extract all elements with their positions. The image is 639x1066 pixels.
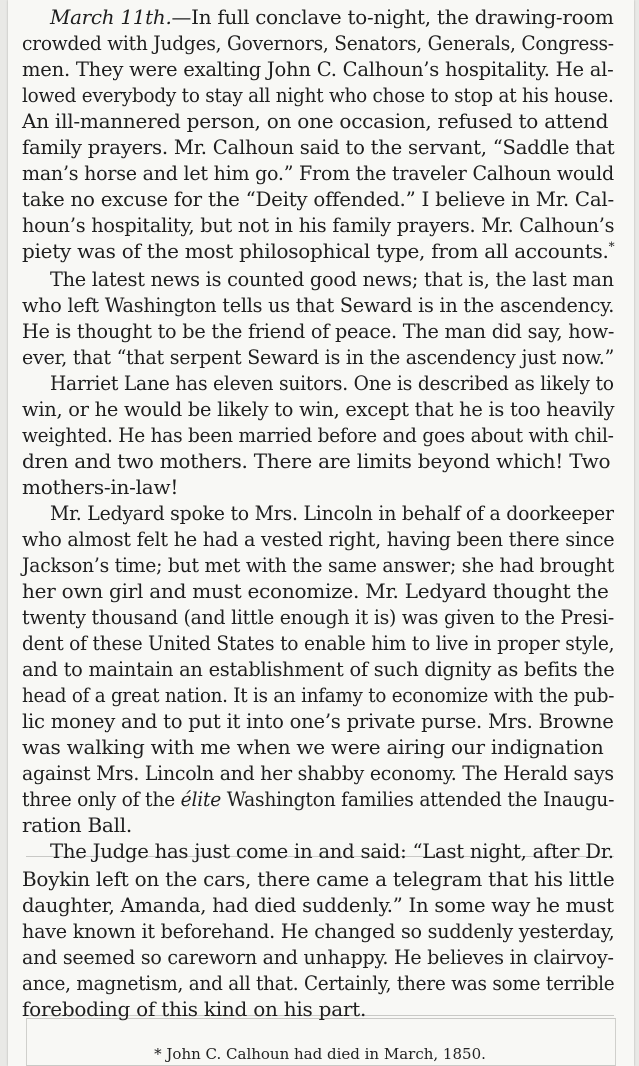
footnote-text: John C. Calhoun had died in March, 1850. [166,1045,486,1063]
entry-date: March 11th. [50,5,172,29]
entry-opening: —In full conclave to-night, the drawing-room [171,5,614,29]
footnote-marker: * [608,239,615,254]
text-line: crowded with Judges, Governors, Senators, Generals, Congress- [22,31,614,55]
text-segment: piety was of the most philosophical type, from all accounts. [22,239,609,263]
text-segment: Washington families attended the Inaugu- [226,787,615,811]
text-line: lowed everybody to stay all night who chose to stop at his house. [22,83,614,107]
text-line: Boykin left on the cars, there came a telegram that his little [22,867,615,891]
text-line: weighted. He has been married before and goes about with chil- [22,423,614,447]
text-line: who almost felt he had a vested right, having been there since [22,527,615,551]
text-line: dent of these United States to enable him to live in proper style, [22,631,615,655]
text-line: her own girl and must economize. Mr. Ledyard thought the [22,579,609,603]
text-line: against Mrs. Lincoln and her shabby economy. The Herald says [22,761,614,785]
text-line [22,238,614,264]
text-line: and seemed so careworn and unhappy. He believes in clairvoy- [22,945,614,969]
text-line: was walking with me when we were airing our indignation [22,735,604,759]
text-line: mothers-in-law! [22,475,179,499]
footnote [22,1044,618,1064]
footnote-marker: * [154,1045,162,1063]
text-line: family prayers. Mr. Calhoun said to the servant, “Saddle that [22,135,615,159]
text-line: take no excuse for the “Deity offended.” I believe in Mr. Cal- [22,187,614,211]
text-line: twenty thousand (and little enough it is) was given to the Presi- [22,605,614,629]
italic-word: élite [180,787,222,811]
text-line: The latest news is counted good news; that is, the last man [50,267,614,291]
text-line: ever, that “that serpent Seward is in the ascendency just now.” [22,345,615,369]
text-line: who left Washington tells us that Seward is in the ascendency. [22,293,615,317]
text-line [22,786,614,812]
text-line: win, or he would be likely to win, except that he is too heavily [22,397,615,421]
text-line: Jackson’s time; but met with the same answer; she had brought [22,553,615,577]
text-line: daughter, Amanda, had died suddenly.” In some way he must [22,893,614,917]
text-line: An ill-mannered person, on one occasion, refused to attend [22,109,609,133]
text-line: man’s horse and let him go.” From the traveler Calhoun would [22,161,614,185]
text-line: ration Ball. [22,813,132,837]
text-line: foreboding of this kind on his part. [22,997,367,1021]
text-line: houn’s hospitality, but not in his family prayers. Mr. Calhoun’s [22,213,615,237]
text-line: and to maintain an establishment of such dignity as befits the [22,657,615,681]
text-segment: three only of the [22,787,175,811]
text-line: dren and two mothers. There are limits beyond which! Two [22,449,611,473]
text-line: lic money and to put it into one’s private purse. Mrs. Browne [22,709,614,733]
text-line [50,4,614,30]
text-line: He is thought to be the friend of peace. The man did say, how- [22,319,615,343]
text-line: Harriet Lane has eleven suitors. One is described as likely to [50,371,614,395]
text-line: The Judge has just come in and said: “Last night, after Dr. [50,839,614,863]
text-line: have known it beforehand. He changed so suddenly yesterday, [22,919,615,943]
text-line: men. They were exalting John C. Calhoun’s hospitality. He al- [22,57,614,81]
text-line: head of a great nation. It is an infamy to economize with the pub- [22,683,615,707]
text-line: ance, magnetism, and all that. Certainly, there was some terrible [22,971,615,995]
text-line: Mr. Ledyard spoke to Mrs. Lincoln in behalf of a doorkeeper [50,501,614,525]
